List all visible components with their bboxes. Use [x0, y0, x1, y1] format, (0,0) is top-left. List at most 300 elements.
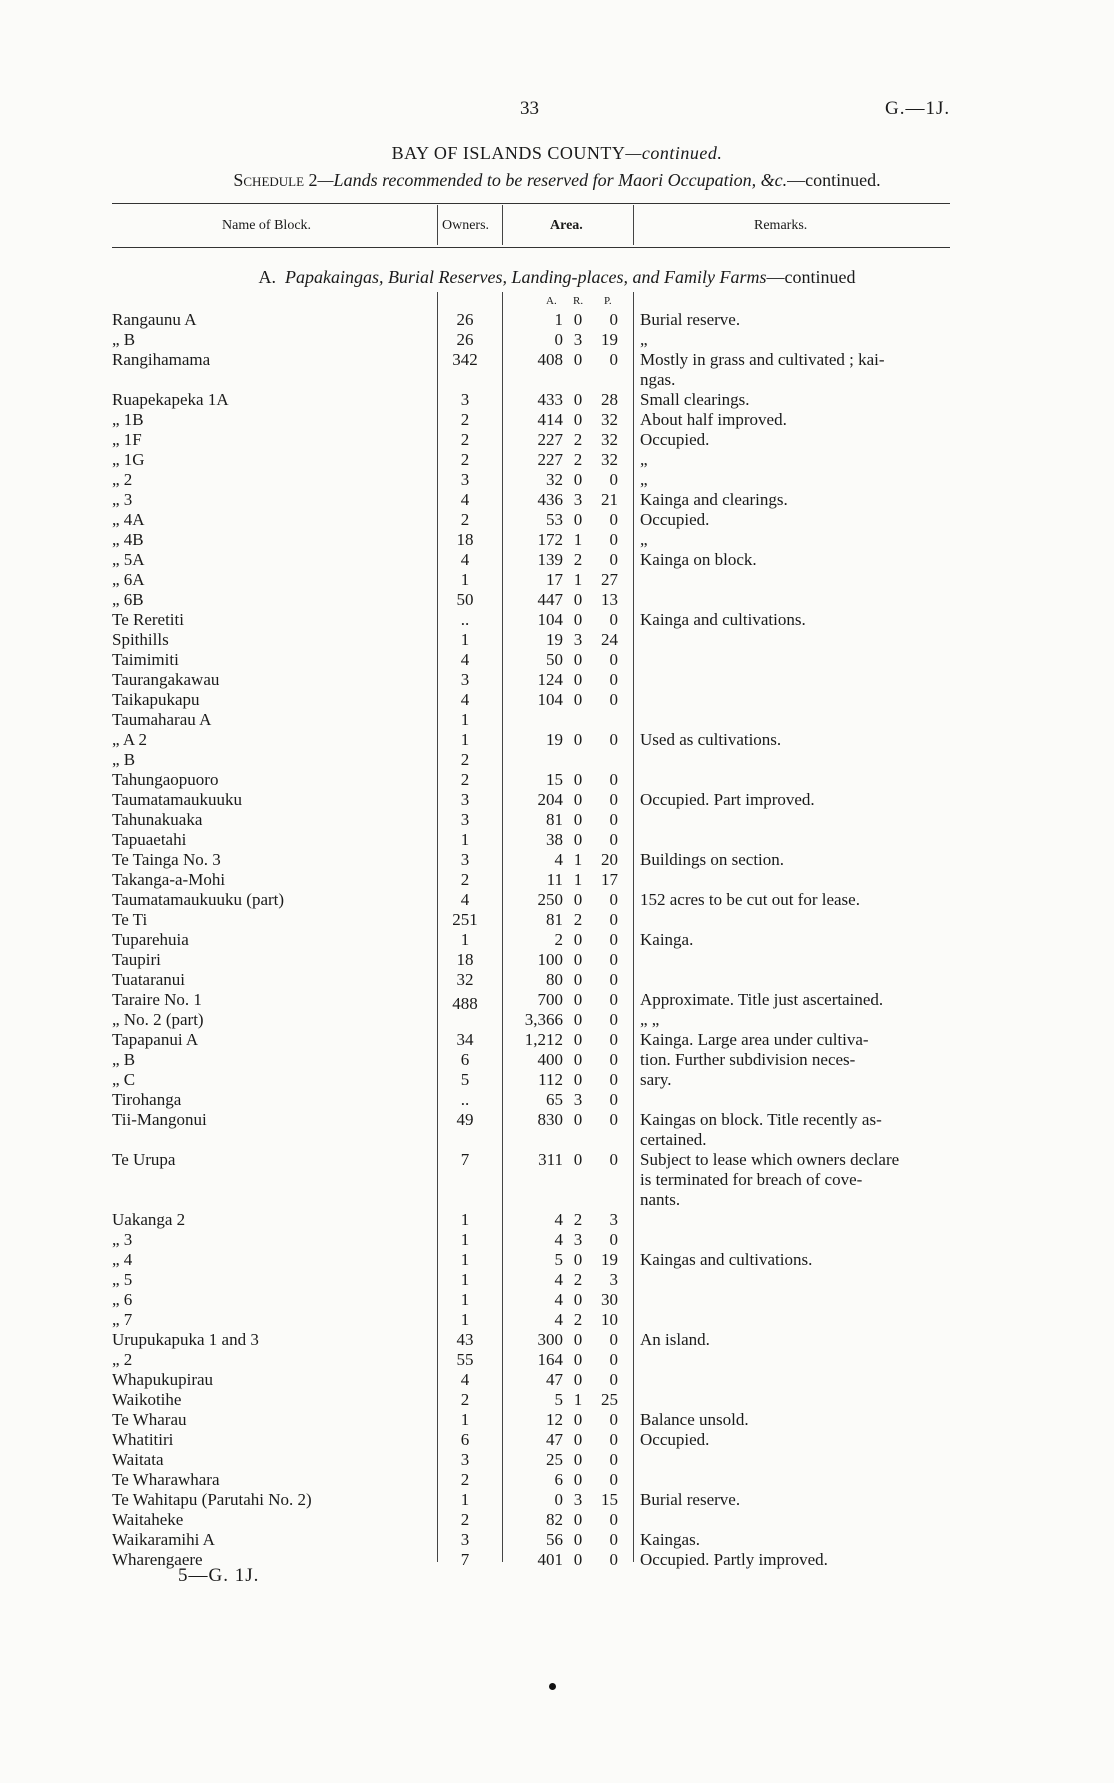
cell-name: „ A 2	[112, 730, 147, 749]
cell-name: Te Tainga No. 3	[112, 850, 221, 869]
table-row	[0, 1550, 1114, 1570]
cell-a: 19	[546, 730, 563, 749]
table-row	[0, 610, 1114, 630]
cell-p: 0	[609, 730, 618, 749]
cell-owners: 6	[460, 1430, 470, 1449]
cell-name: Rangaunu A	[112, 310, 197, 329]
table-row	[0, 450, 1114, 470]
cell-remarks: „	[640, 330, 648, 349]
cell-a: 4	[554, 850, 563, 869]
unit-perches: P.	[604, 295, 612, 307]
cell-r: 0	[573, 670, 583, 689]
cell-name: Waikotihe	[112, 1390, 182, 1409]
cell-name: Te Reretiti	[112, 610, 184, 629]
cell-a: 4	[554, 1210, 563, 1229]
cell-owners: ..	[460, 610, 470, 629]
cell-r: 0	[573, 1070, 583, 1089]
cell-remarks: ngas.	[640, 370, 676, 389]
cell-name: Wharengaere	[112, 1550, 203, 1569]
cell-r: 0	[573, 510, 583, 529]
cell-name: Taupiri	[112, 950, 161, 969]
cell-r: 0	[573, 810, 583, 829]
cell-owners: 18	[456, 950, 474, 969]
cell-r: 0	[573, 970, 583, 989]
cell-p: 0	[609, 1110, 618, 1129]
cell-a: 172	[537, 530, 563, 549]
cell-p: 0	[609, 810, 618, 829]
cell-a: 53	[546, 510, 563, 529]
section-continued: —continued	[766, 267, 856, 287]
schedule-continued: —continued.	[787, 170, 881, 190]
cell-a: 104	[537, 610, 563, 629]
section-title: Papakaingas, Burial Reserves, Landing-places, and Family Farms	[285, 267, 767, 287]
cell-remarks: Kaingas.	[640, 1530, 700, 1549]
cell-owners: 1	[460, 570, 470, 589]
table-row	[0, 730, 1114, 750]
cell-owners: 2	[460, 1390, 470, 1409]
county-name: BAY OF ISLANDS COUNTY	[391, 143, 626, 163]
cell-remarks: An island.	[640, 1330, 710, 1349]
cell-remarks: sary.	[640, 1070, 672, 1089]
section-heading	[0, 267, 1114, 288]
cell-r: 2	[573, 1310, 583, 1329]
cell-name: „ 7	[112, 1310, 133, 1329]
cell-name: „ 1F	[112, 430, 142, 449]
cell-p: 0	[609, 1550, 618, 1569]
cell-name: „ 3	[112, 1230, 133, 1249]
cell-name: „ 1B	[112, 410, 144, 429]
cell-owners: 55	[456, 1350, 474, 1369]
cell-name: „ 3	[112, 490, 133, 509]
cell-remarks: Kaingas and cultivations.	[640, 1250, 813, 1269]
cell-r: 0	[573, 1010, 583, 1029]
table-row	[0, 590, 1114, 610]
cell-p: 32	[601, 450, 618, 469]
cell-owners: 4	[460, 890, 470, 909]
cell-owners: 1	[460, 630, 470, 649]
table-row	[0, 430, 1114, 450]
table-row	[0, 750, 1114, 770]
cell-name: Tapuaetahi	[112, 830, 187, 849]
cell-owners: 1	[460, 1490, 470, 1509]
cell-name: Tahungaopuoro	[112, 770, 219, 789]
cell-name: „ No. 2 (part)	[112, 1010, 204, 1029]
cell-name: Taumaharau A	[112, 710, 212, 729]
cell-remarks: Kainga and cultivations.	[640, 610, 806, 629]
cell-remarks: About half improved.	[640, 410, 787, 429]
cell-owners: 49	[456, 1110, 474, 1129]
cell-p: 0	[609, 970, 618, 989]
table-row	[0, 1110, 1114, 1130]
table-row	[0, 490, 1114, 510]
cell-p: 32	[601, 410, 618, 429]
cell-a: 204	[537, 790, 563, 809]
cell-p: 0	[609, 470, 618, 489]
cell-name: „ 2	[112, 470, 133, 489]
cell-p: 10	[601, 1310, 618, 1329]
cell-r: 0	[573, 1450, 583, 1469]
cell-name: Te Ti	[112, 910, 148, 929]
cell-name: Te Wharau	[112, 1410, 187, 1429]
table-row	[0, 530, 1114, 550]
cell-owners: 1	[460, 730, 470, 749]
cell-owners: 4	[460, 490, 470, 509]
cell-name: Urupukapuka 1 and 3	[112, 1330, 259, 1349]
table-row	[0, 1290, 1114, 1310]
cell-r: 0	[573, 1530, 583, 1549]
cell-owners: 342	[452, 350, 478, 369]
table-row	[0, 1350, 1114, 1370]
cell-remarks: Occupied. Part improved.	[640, 790, 815, 809]
cell-owners: 1	[460, 1210, 470, 1229]
cell-name: „ 4A	[112, 510, 145, 529]
cell-a: 15	[546, 770, 563, 789]
cell-p: 0	[609, 990, 618, 1009]
cell-owners: 34	[456, 1030, 474, 1049]
cell-p: 3	[609, 1270, 618, 1289]
cell-r: 2	[573, 910, 583, 929]
col-divider	[502, 205, 503, 245]
table-row	[0, 390, 1114, 410]
cell-remarks: Subject to lease which owners declare	[640, 1150, 900, 1169]
cell-a: 19	[546, 630, 563, 649]
cell-p: 0	[609, 1030, 618, 1049]
cell-p: 0	[609, 1050, 618, 1069]
cell-name: Rangihamama	[112, 350, 211, 369]
cell-remarks: Kainga.	[640, 930, 694, 949]
cell-owners: 1	[460, 930, 470, 949]
cell-name: Taimimiti	[112, 650, 179, 669]
cell-r: 3	[573, 1090, 583, 1109]
cell-p: 0	[609, 1430, 618, 1449]
cell-r: 0	[573, 590, 583, 609]
table-row	[0, 350, 1114, 370]
table-row	[0, 830, 1114, 850]
cell-p: 0	[609, 510, 618, 529]
cell-owners: 3	[460, 390, 470, 409]
cell-p: 21	[601, 490, 618, 509]
cell-p: 0	[609, 1530, 618, 1549]
table-row	[0, 890, 1114, 910]
cell-owners: 26	[456, 310, 474, 329]
cell-name: Uakanga 2	[112, 1210, 186, 1229]
cell-p: 0	[609, 770, 618, 789]
table-row	[0, 1130, 1114, 1150]
cell-remarks: „	[640, 450, 648, 469]
cell-owners: 1	[460, 1410, 470, 1429]
cell-p: 0	[609, 650, 618, 669]
cell-a: 38	[546, 830, 563, 849]
table-row	[0, 650, 1114, 670]
cell-name: Whapukupirau	[112, 1370, 214, 1389]
cell-name: Tapapanui A	[112, 1030, 199, 1049]
page-mark	[549, 1683, 556, 1690]
cell-owners: 1	[460, 1250, 470, 1269]
table-row	[0, 370, 1114, 390]
cell-p: 0	[609, 1370, 618, 1389]
cell-name: Te Urupa	[112, 1150, 176, 1169]
cell-name: „ B	[112, 330, 136, 349]
table-row	[0, 970, 1114, 990]
cell-a: 447	[537, 590, 563, 609]
cell-owners: 1	[460, 1290, 470, 1309]
cell-p: 20	[601, 850, 618, 869]
cell-name: „ 1G	[112, 450, 145, 469]
table-row	[0, 810, 1114, 830]
cell-owners: 4	[460, 650, 470, 669]
cell-remarks: „	[640, 470, 648, 489]
cell-owners: 26	[456, 330, 474, 349]
unit-acres: A.	[546, 295, 557, 307]
cell-remarks: Occupied. Partly improved.	[640, 1550, 828, 1569]
table-row	[0, 870, 1114, 890]
table-row	[0, 1270, 1114, 1290]
cell-r: 3	[573, 490, 583, 509]
unit-roods: R.	[573, 295, 584, 307]
cell-remarks: tion. Further subdivision neces-	[640, 1050, 856, 1069]
cell-remarks: Kaingas on block. Title recently as-	[640, 1110, 882, 1129]
table-row	[0, 990, 1114, 1010]
cell-p: 0	[609, 550, 618, 569]
cell-r: 0	[573, 1250, 583, 1269]
cell-name: „ B	[112, 1050, 136, 1069]
cell-r: 2	[573, 1210, 583, 1229]
cell-name: „ 6A	[112, 570, 145, 589]
cell-p: 0	[609, 310, 618, 329]
cell-a: 47	[546, 1370, 563, 1389]
table-row	[0, 930, 1114, 950]
table-row	[0, 1210, 1114, 1230]
cell-owners: 3	[460, 670, 470, 689]
cell-owners: 1	[460, 1230, 470, 1249]
cell-remarks: Burial reserve.	[640, 1490, 741, 1509]
cell-p: 32	[601, 430, 618, 449]
cell-r: 0	[573, 1370, 583, 1389]
cell-name: „ 5	[112, 1270, 133, 1289]
cell-a: 11	[546, 870, 563, 889]
cell-a: 81	[546, 810, 563, 829]
table-row	[0, 310, 1114, 330]
cell-p: 30	[601, 1290, 618, 1309]
col-owners-header: Owners.	[442, 218, 490, 233]
cell-remarks: 152 acres to be cut out for lease.	[640, 890, 860, 909]
cell-r: 3	[573, 330, 583, 349]
cell-owners: 2	[460, 770, 470, 789]
cell-remarks: Occupied.	[640, 430, 710, 449]
cell-name: „ 2	[112, 1350, 133, 1369]
cell-p: 27	[601, 570, 618, 589]
schedule-text: —Lands recommended to be reserved for Maori Occupation, &c.	[317, 170, 788, 190]
cell-p: 0	[609, 1230, 618, 1249]
cell-name: Waitaheke	[112, 1510, 184, 1529]
cell-a: 4	[554, 1290, 563, 1309]
cell-remarks: Occupied.	[640, 1430, 710, 1449]
cell-a: 414	[537, 410, 563, 429]
cell-owners: 4	[460, 550, 470, 569]
table-row	[0, 1430, 1114, 1450]
col-name-header: Name of Block.	[222, 218, 312, 233]
cell-r: 0	[573, 470, 583, 489]
col-remarks-header: Remarks.	[754, 218, 808, 233]
cell-owners: 2	[460, 1470, 470, 1489]
cell-r: 0	[573, 930, 583, 949]
cell-p: 28	[601, 390, 618, 409]
cell-p: 0	[609, 930, 618, 949]
cell-r: 0	[573, 950, 583, 969]
cell-owners: 2	[460, 750, 470, 769]
cell-remarks: Kainga on block.	[640, 550, 757, 569]
col-area-header: Area.	[550, 218, 583, 233]
cell-a: 3,366	[524, 1010, 563, 1029]
table-row	[0, 510, 1114, 530]
cell-p: 0	[609, 1150, 618, 1169]
cell-a: 65	[546, 1090, 563, 1109]
cell-owners: 4	[460, 690, 470, 709]
cell-p: 0	[609, 1090, 618, 1109]
taraire-owners: 488	[452, 994, 478, 1013]
col-divider	[633, 205, 634, 245]
cell-p: 17	[601, 870, 618, 889]
cell-p: 25	[601, 1390, 618, 1409]
cell-a: 400	[537, 1050, 563, 1069]
cell-a: 436	[537, 490, 563, 509]
table-row	[0, 710, 1114, 730]
cell-owners: 2	[460, 1510, 470, 1529]
table-row	[0, 330, 1114, 350]
cell-r: 0	[573, 650, 583, 669]
table-row	[0, 1530, 1114, 1550]
cell-owners: 1	[460, 710, 470, 729]
cell-r: 0	[573, 310, 583, 329]
cell-name: „ 4B	[112, 530, 144, 549]
cell-a: 227	[537, 430, 563, 449]
cell-r: 0	[573, 1050, 583, 1069]
cell-a: 100	[537, 950, 563, 969]
table-row	[0, 570, 1114, 590]
cell-owners: 1	[460, 1310, 470, 1329]
cell-r: 0	[573, 390, 583, 409]
cell-a: 32	[546, 470, 563, 489]
cell-p: 0	[609, 890, 618, 909]
cell-owners: 5	[460, 1070, 470, 1089]
cell-p: 0	[609, 530, 618, 549]
cell-name: Whatitiri	[112, 1430, 174, 1449]
cell-p: 0	[609, 1410, 618, 1429]
cell-remarks: Mostly in grass and cultivated ; kai-	[640, 350, 885, 369]
cell-name: Ruapekapeka 1A	[112, 390, 229, 409]
table-row	[0, 1250, 1114, 1270]
cell-name: „ C	[112, 1070, 136, 1089]
cell-r: 2	[573, 1270, 583, 1289]
table-row	[0, 1410, 1114, 1430]
cell-name: „ B	[112, 750, 136, 769]
cell-owners: 43	[456, 1330, 474, 1349]
table-row	[0, 630, 1114, 650]
cell-owners: 7	[460, 1150, 470, 1169]
cell-owners: 2	[460, 870, 470, 889]
table-row	[0, 1050, 1114, 1070]
cell-p: 19	[601, 1250, 618, 1269]
table-row	[0, 690, 1114, 710]
cell-name: Spithills	[112, 630, 169, 649]
cell-r: 0	[573, 690, 583, 709]
cell-r: 0	[573, 1550, 583, 1569]
schedule-title	[0, 170, 1114, 191]
county-continued: —continued.	[625, 143, 723, 163]
cell-owners: 2	[460, 410, 470, 429]
cell-owners: 4	[460, 1370, 470, 1389]
cell-p: 13	[601, 590, 618, 609]
cell-p: 19	[601, 330, 618, 349]
cell-r: 0	[573, 1150, 583, 1169]
cell-a: 112	[538, 1070, 563, 1089]
cell-r: 0	[573, 890, 583, 909]
cell-r: 3	[573, 630, 583, 649]
cell-r: 0	[573, 1350, 583, 1369]
table-row	[0, 1030, 1114, 1050]
cell-a: 50	[546, 650, 563, 669]
cell-remarks: certained.	[640, 1130, 707, 1149]
col-divider	[437, 205, 438, 245]
table-row	[0, 550, 1114, 570]
cell-p: 0	[609, 610, 618, 629]
cell-p: 3	[609, 1210, 618, 1229]
cell-p: 0	[609, 670, 618, 689]
cell-owners: 2	[460, 450, 470, 469]
cell-name: Tuparehuia	[112, 930, 189, 949]
cell-a: 139	[537, 550, 563, 569]
cell-p: 0	[609, 1510, 618, 1529]
table-row	[0, 1010, 1114, 1030]
cell-owners: 3	[460, 1450, 470, 1469]
cell-r: 2	[573, 450, 583, 469]
schedule-label: Schedule 2	[233, 170, 318, 190]
cell-p: 0	[609, 910, 618, 929]
cell-a: 4	[554, 1230, 563, 1249]
table-row	[0, 1150, 1114, 1170]
cell-p: 0	[609, 1010, 618, 1029]
cell-r: 0	[573, 410, 583, 429]
cell-a: 830	[537, 1110, 563, 1129]
cell-a: 104	[537, 690, 563, 709]
cell-r: 1	[573, 570, 583, 589]
cell-r: 0	[573, 1110, 583, 1129]
table-row	[0, 850, 1114, 870]
cell-p: 0	[609, 830, 618, 849]
cell-owners: 50	[456, 590, 474, 609]
cell-owners: 3	[460, 850, 470, 869]
page-number: 33	[520, 98, 539, 119]
cell-a: 5	[554, 1250, 563, 1269]
cell-r: 0	[573, 990, 583, 1009]
cell-p: 0	[609, 1070, 618, 1089]
document-code: G.—1J.	[885, 98, 951, 119]
table-row	[0, 770, 1114, 790]
cell-remarks: is terminated for breach of cove-	[640, 1170, 863, 1189]
cell-a: 80	[546, 970, 563, 989]
cell-p: 0	[609, 1450, 618, 1469]
cell-a: 4	[554, 1310, 563, 1329]
table-row	[0, 1450, 1114, 1470]
cell-name: Taraire No. 1	[112, 990, 202, 1009]
cell-name: Tii-Mangonui	[112, 1110, 207, 1129]
cell-a: 124	[537, 670, 563, 689]
cell-r: 1	[573, 1390, 583, 1409]
cell-name: „ 6B	[112, 590, 144, 609]
table-row	[0, 1230, 1114, 1250]
cell-remarks: Kainga and clearings.	[640, 490, 788, 509]
cell-a: 300	[537, 1330, 563, 1349]
